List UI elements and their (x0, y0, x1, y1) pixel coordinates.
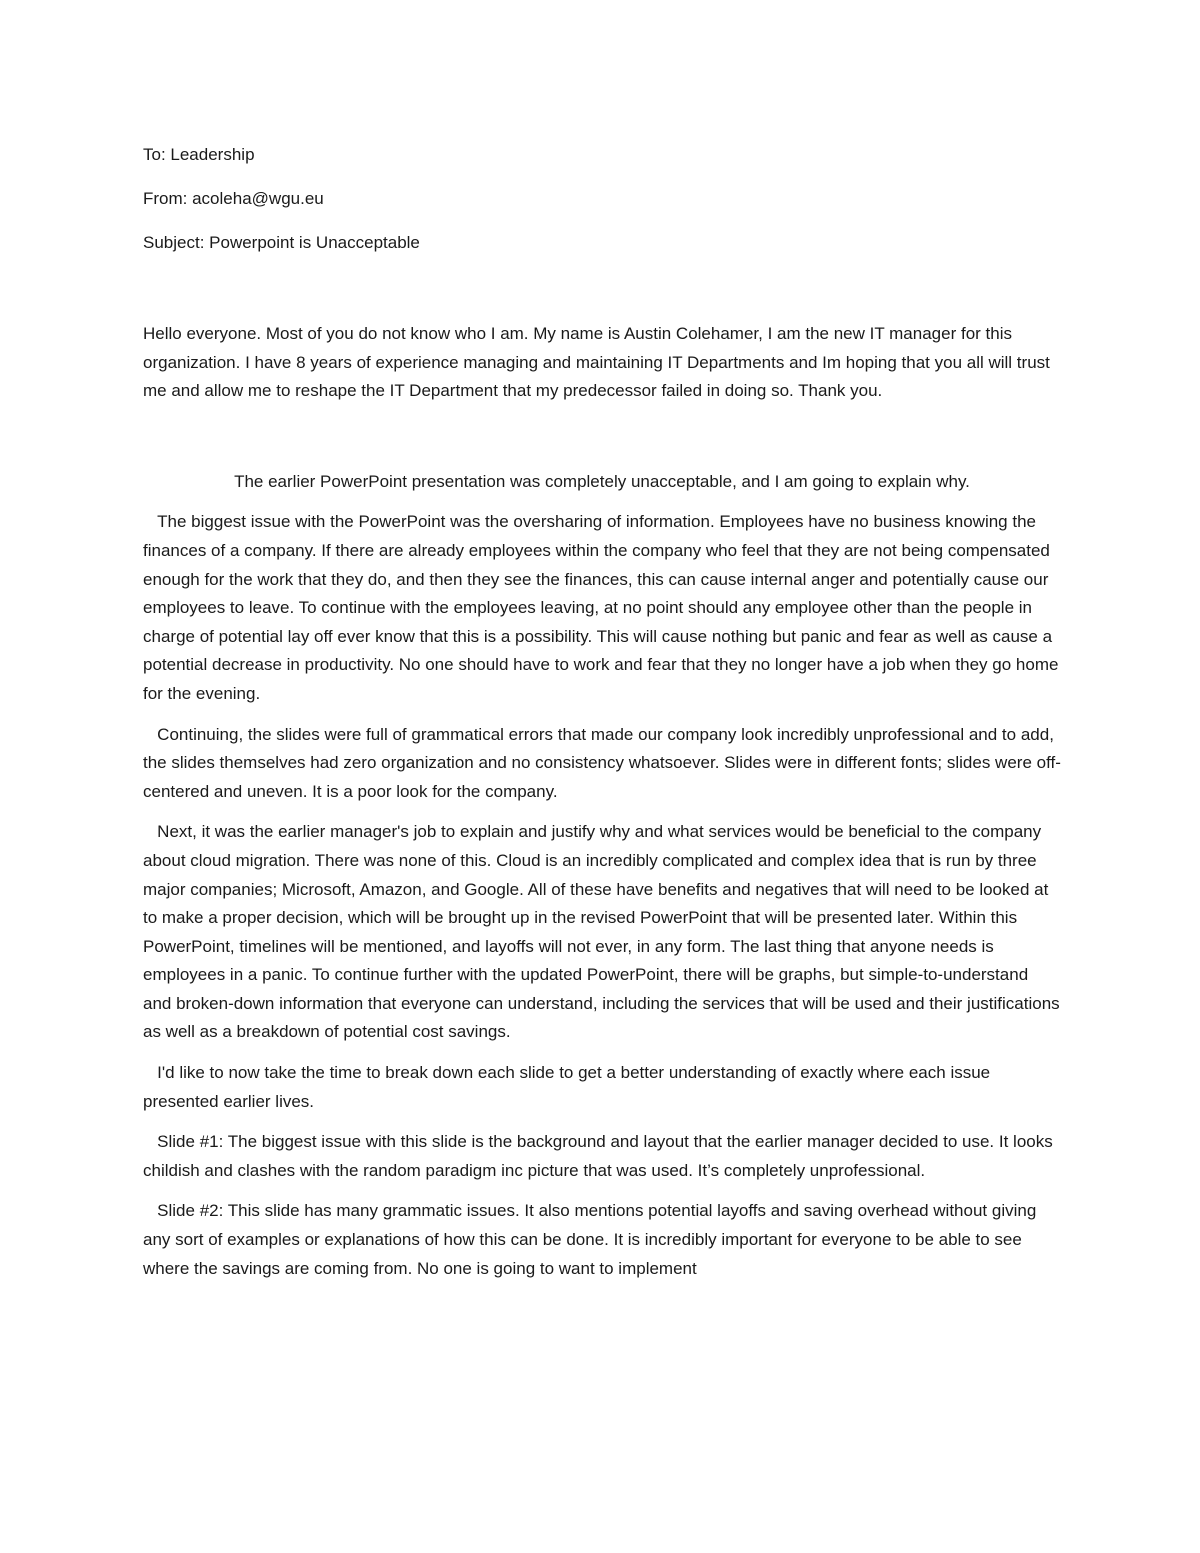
memo-from-line: From: acoleha@wgu.eu (143, 189, 324, 208)
body-paragraph-slide-2: Slide #2: This slide has many grammatic issues. It also mentions potential layoffs and saving overhead without giving any sort of examples or explanations of how this can be done. It is incredibly important for everyone to be able to see where the savings are coming from. No one is going to want to implement (143, 1201, 1037, 1278)
intro-paragraph: Hello everyone. Most of you do not know who I am. My name is Austin Colehamer, I am the new IT manager for this organization. I have 8 years of experience managing and maintaining IT Departments and Im hoping that you all will trust me and allow me to reshape the IT Department that my predecessor failed in doing so. Thank you. (143, 324, 1050, 401)
memo-subject-line: Subject: Powerpoint is Unacceptable (143, 233, 420, 252)
body-paragraph-slide-1: Slide #1: The biggest issue with this slide is the background and layout that the earlier manager decided to use. It looks childish and clashes with the random paradigm inc picture that was used. It’s completely unprofessional. (143, 1132, 1053, 1180)
body-paragraph-cloud: Next, it was the earlier manager's job to explain and justify why and what services would be beneficial to the company about cloud migration. There was none of this. Cloud is an incredibly complicated and complex idea that is run by three major companies; Microsoft, Amazon, and Google. All of these have benefits and negatives that will need to be looked at to make a proper decision, which will be brought up in the revised PowerPoint that will be presented later. Within this PowerPoint, timelines will be mentioned, and layoffs will not ever, in any form. The last thing that anyone needs is employees in a panic. To continue further with the updated PowerPoint, there will be graphs, but simple-to-understand and broken-down information that everyone can understand, including the services that will be used and their justifications as well as a breakdown of potential cost savings. (143, 822, 1060, 1042)
memo-header (143, 144, 1063, 276)
body-paragraph-breakdown: I'd like to now take the time to break down each slide to get a better understanding of exactly where each issue presented earlier lives. (143, 1063, 991, 1111)
body-paragraph-grammar: Continuing, the slides were full of grammatical errors that made our company look incredibly unprofessional and to add, the slides themselves had zero organization and no consistency whatsoever. Slides were in different fonts; slides were off-centered and uneven. It is a poor look for the company. (143, 724, 1061, 801)
memo-body (143, 320, 1061, 1295)
body-paragraph-oversharing: The biggest issue with the PowerPoint was the oversharing of information. Employees have no business knowing the finances of a company. If there are already employees within the company who feel that they are not being compensated enough for the work that they do, and then they see the finances, this can cause internal anger and potentially cause our employees to leave. To continue with the employees leaving, at no point should any employee other than the people in charge of potential lay off ever know that this is a possibility. This will cause nothing but panic and fear as well as cause a potential decrease in productivity. No one should have to work and fear that they no longer have a job when they go home for the evening. (143, 512, 1059, 703)
memo-to-line: To: Leadership (143, 145, 255, 164)
thesis-paragraph: The earlier PowerPoint presentation was completely unacceptable, and I am going to explain why. (234, 471, 970, 491)
